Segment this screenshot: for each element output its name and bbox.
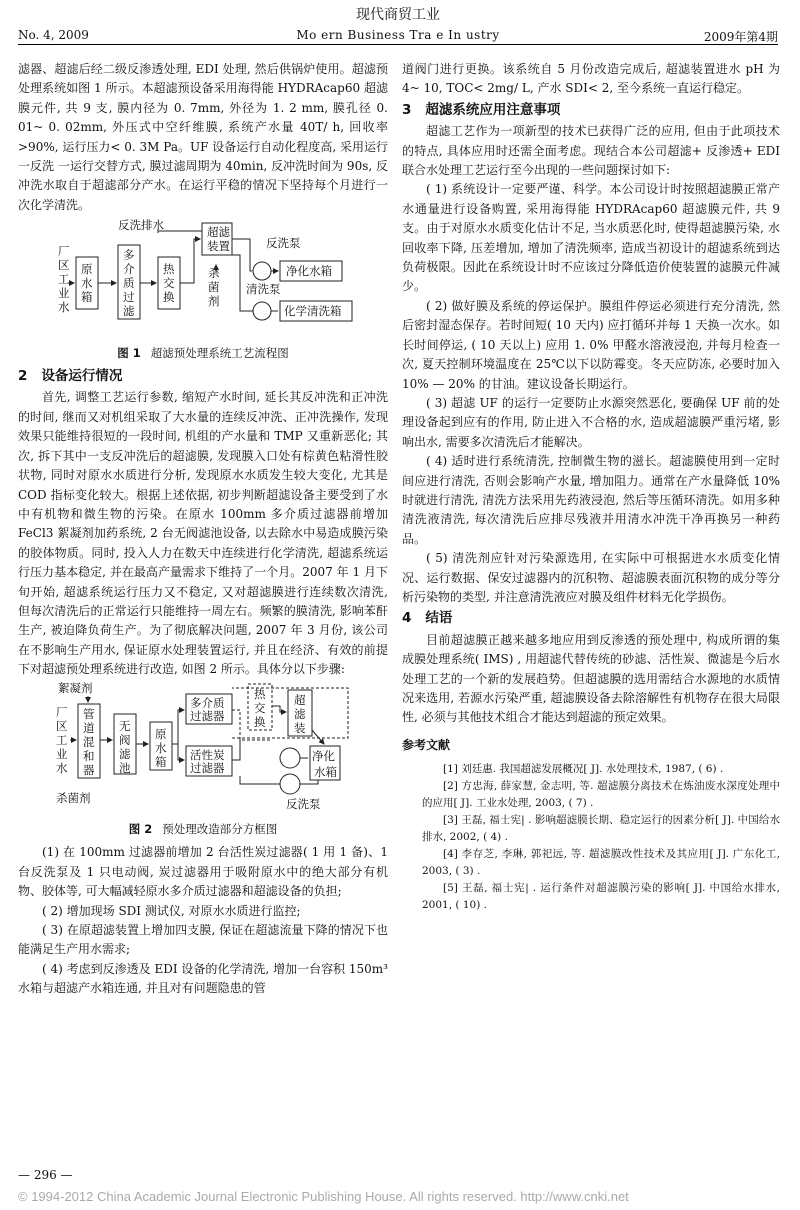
fig2-pump-1 (280, 748, 300, 768)
copyright-footer: © 1994-2012 China Academic Journal Electronic Publishing House. All rights reserved. http://www.cnki.net (18, 1189, 629, 1204)
fig1-uf: 超滤装置 (207, 225, 230, 254)
paragraph: ( 4) 适时进行系统清洗, 控制微生物的滋长。超滤膜使用到一定时间应进行清洗, 否则会影响产水量, 增加阻力。通常在产水量降低 10% 时就进行清洗, 清洗方法采用先药液浸泡, 然后等压循环清洗。如用多种清洗液清洗, 每次清洗后应排尽残液并用清水冲洗干净再换另一种药品。 (402, 454, 780, 546)
reference-item: [4] 李存芝, 李琳, 郭祀远, 等. 超滤膜改性技术及其应用[ J]. 广东化工, 2003, ( 3) . (422, 848, 780, 878)
reference-item: [2] 方忠海, 薛家慧, 金志明, 等. 超滤膜分离技术在炼油废水深度处理中的应用[ J]. 工业水处理, 2003, ( 7) . (422, 780, 780, 810)
paragraph: ( 5) 清洗剂应针对污染源选用, 在实际中可根据进水水质变化情况、运行数据、保安过滤器内的沉积物、超滤膜表面沉积物的成分等分析污染物的类型, 并注意清洗液应对膜及组件材料无化学损伤。 (402, 551, 780, 604)
paragraph: 首先, 调整工艺运行参数, 缩短产水时间, 延长其反冲洗和正冲洗的时间, 继而又对机组采取了大水量的连续反冲洗、正冲洗操作, 发现效果只能维持很短的一段时间, 机组的产水量和 TMP 又重新恶化; 其次, 拆下其中一支反冲洗后的超滤膜, 发现膜入口处有棕黄色粘滑性胶状物, 同时对原水水质进行分析, 发现原水水质发生较大变化, 尤其是 COD 指标变化较大。根据上述依据, 初步判断超滤设备主要受到了水中有机物和微生物的污染。在原水 100mm 多介质过滤器前增加 FeCl3 絮凝剂加药系统, 2 台无阀滤池设备, 以去除水中易造成膜污染的胶体物质。同时, 投入人力在数天中连续进行化学清洗, 超滤系统运行压力基本稳定, 并在最高产量需求下维持了一个月。2007 年 1 月下旬开始, 超滤系统运行压力又不稳定, 又对超滤膜进行连续数次清洗, 但每次清洗后的正常运行只能维持一周左右。频繁的膜清洗, 影响苯酐生产, 被迫降负荷生产。为了彻底解决问题, 2007 年 3 月份, 该公司在不影响生产用水, 保证原水处理装置运行, 并且在经济、有效的前提下对超滤预处理系统进行改造, 如图 2 所示。具体分以下步骤: (18, 390, 388, 677)
fig2-source: 厂区工业水 (56, 704, 68, 775)
figure-2-caption: 图 2 预处理改造部分方框图 (128, 821, 278, 836)
fig2-valveless: 无阀滤池 (119, 718, 131, 775)
fig1-pump-1 (253, 262, 271, 280)
reference-item: [3] 王磊, 福士宪| . 影响超滤膜长期、稳定运行的因素分析[ J]. 中国给水排水, 2002, ( 4) . (422, 814, 780, 844)
fig2-pump-2 (280, 774, 300, 794)
reference-item: [1] 刘廷惠. 我国超滤发展概况[ J]. 水处理技术, 1987, ( 6) . (443, 763, 724, 776)
references-title: 参考文献 (402, 737, 451, 752)
left-column (18, 60, 388, 999)
header-rule (18, 44, 778, 45)
fig2-uf: 超滤装 (294, 692, 306, 735)
fig2-clean-tank: 净化水箱 (312, 748, 337, 779)
fig1-bactericide: 杀菌剂 (208, 266, 220, 309)
fig1-chem-tank: 化学清洗箱 (284, 304, 342, 319)
figure-1-diagram (18, 215, 388, 335)
fig2-tank: 原水箱 (155, 726, 167, 769)
paragraph: 超滤工艺作为一项新型的技术已获得广泛的应用, 但由于此项技术的特点, 具体应用时还需全面考虑。现结合本公司超滤+ 反渗透+ EDI 联合水处理工艺运行至今出现的一些问题探讨如下: (402, 124, 780, 178)
section-3-heading: 3 超滤系统应用注意事项 (402, 101, 561, 118)
section-4-heading: 4 结语 (402, 610, 453, 627)
journal-title: 现代商贸工业 (356, 7, 440, 23)
issue-year: 2009年第4期 (703, 30, 778, 44)
paragraph: 目前超滤膜正越来越多地应用到反渗透的预处理中, 构成所谓的集成膜处理系统( IMS) , 用超滤代替传统的砂滤、活性炭、微滤是今后水处理工艺的一个新的发展趋势。但超滤膜的选用需结合水源地的水质情况来选用, 若源水污染严重, 超滤膜设备去除溶解性有机物存在很大局限性, 必须与其他技术组合才能达到超滤的预定效果。 (402, 632, 780, 725)
fig1-clean-pump: 清洗泵 (246, 282, 281, 297)
paragraph: ( 2) 做好膜及系统的停运保护。膜组件停运必须进行充分清洗, 然后密封湿态保存。若时间短( 10 天内) 应打循环并每 1 天换一次水。如长时间停运, ( 10 天以上) 应用 1. 0% 甲醛水溶液浸泡, 并每月检查一次, 夏天控制环境温度在 25℃以下以防霉变。冬天应防冻, 必要时加入 10% — 20% 的甘油。建议设备长期运行。 (402, 298, 780, 391)
fig1-clean-tank: 净化水箱 (286, 264, 332, 279)
issue-number: No. 4, 2009 (18, 28, 89, 42)
figure-1 (18, 215, 388, 363)
paragraph: ( 2) 增加现场 SDI 测试仪, 对原水水质进行监控; (42, 903, 301, 918)
fig2-flocculant: 絮凝剂 (58, 680, 93, 695)
fig2-mmf: 多介质过滤器 (190, 695, 225, 723)
fig1-backwash-pump: 反洗泵 (266, 236, 301, 251)
fig1-raw-tank: 原水箱 (81, 262, 93, 305)
fig2-mixer: 管道混和器 (83, 706, 95, 777)
paragraph: 滤器、超滤后经二级反渗透处理, EDI 处理, 然后供锅炉使用。超滤预处理系统如图 1 所示。本超滤预设备采用海得能 HYDRAcap60 超滤膜元件, 共 9 支, 膜内径为 0. 7mm, 外径为 1. 2 mm, 膜孔径 0. 01~ 0. 02mm, 外压式中空纤维膜, 系统产水量 40T/ h, 回收率>90%, 运行压力< 0. 3M Pa。UF 设备运行自动化程度高, 采用运行 一反洗 一运行交替方式, 膜过滤周期为 40min, 反冲洗时间为 90s, 反冲洗水取自于超滤部分产水。在运行平稳的情况下坚持每个月进行一次化学清洗。 (18, 62, 388, 212)
figure-1-caption: 图 1 超滤预处理系统工艺流程图 (117, 345, 289, 360)
reference-item: [5] 王磊, 福士宪| . 运行条件对超滤膜污染的影响[ J]. 中国给水排水, 2001, ( 10) . (422, 882, 780, 912)
page-number: — 296 — (18, 1168, 73, 1182)
fig1-mmf: 多介质过滤 (123, 248, 135, 319)
section-2-heading: 2 设备运行情况 (18, 368, 123, 385)
fig2-backwash-pump: 反洗泵 (286, 796, 321, 811)
paragraph: ( 1) 系统设计一定要严谨、科学。本公司设计时按照超滤膜正常产水通量进行设备购置, 采用海得能 HYDRAcap60 超滤膜元件, 共 9 支。由于对原水水质变化估计不足, 当水质恶化时, 使得超滤膜污染, 水回收率下降, 压差增加, 增加了清洗频率, 造成当初设计的超滤系统到达负荷极限。因此在系统设计时不应该过分降低造价使装置的滤膜元件减少。 (402, 182, 780, 294)
figure-2 (18, 680, 388, 840)
right-column (402, 60, 780, 914)
fig1-backwash-drain: 反洗排水 (118, 218, 164, 233)
figure-2-diagram (18, 680, 388, 812)
fig2-carbon: 活性炭过滤器 (190, 747, 225, 775)
fig1-pump-2 (253, 302, 271, 320)
fig1-source: 厂区 工业水 (58, 244, 70, 315)
paragraph: ( 4) 考虑到反渗透及 EDI 设备的化学清洗, 增加一台容积 150m³ 水箱与超滤产水箱连通, 并且对有问题隐患的管 (18, 961, 388, 996)
paragraph: 道阀门进行更换。该系统自 5 月份改造完成后, 超滤装置进水 pH 为 4~ 10, TOC< 2mg/ L, 产水 SDI< 2, 至今系统一直运行稳定。 (402, 62, 780, 96)
paragraph: ( 3) 超滤 UF 的运行一定要防止水源突然恶化, 要确保 UF 前的处理设备起到应有的作用, 防止进入不合格的水, 造成超滤膜严重污堵, 影响出水, 需要多次清洗后才能解决。 (402, 395, 780, 449)
fig1-hx: 热交换 (163, 262, 175, 305)
fig2-bactericide: 杀菌剂 (56, 790, 91, 805)
fig2-hx: 热交换 (254, 686, 266, 729)
paragraph: ( 3) 在原超滤装置上增加四支膜, 保证在超滤流量下降的情况下也能满足生产用水需求; (18, 923, 388, 957)
paragraph: (1) 在 100mm 过滤器前增加 2 台活性炭过滤器( 1 用 1 备)、1 台反洗泵及 1 只电动阀, 炭过滤器用于吸附原水中的绝大部分有机物、胶体等, 可大幅减轻原水多介质过滤器和超滤设备的负担; (18, 845, 388, 899)
journal-english-title: Mo ern Business Tra e In ustry (296, 28, 500, 42)
